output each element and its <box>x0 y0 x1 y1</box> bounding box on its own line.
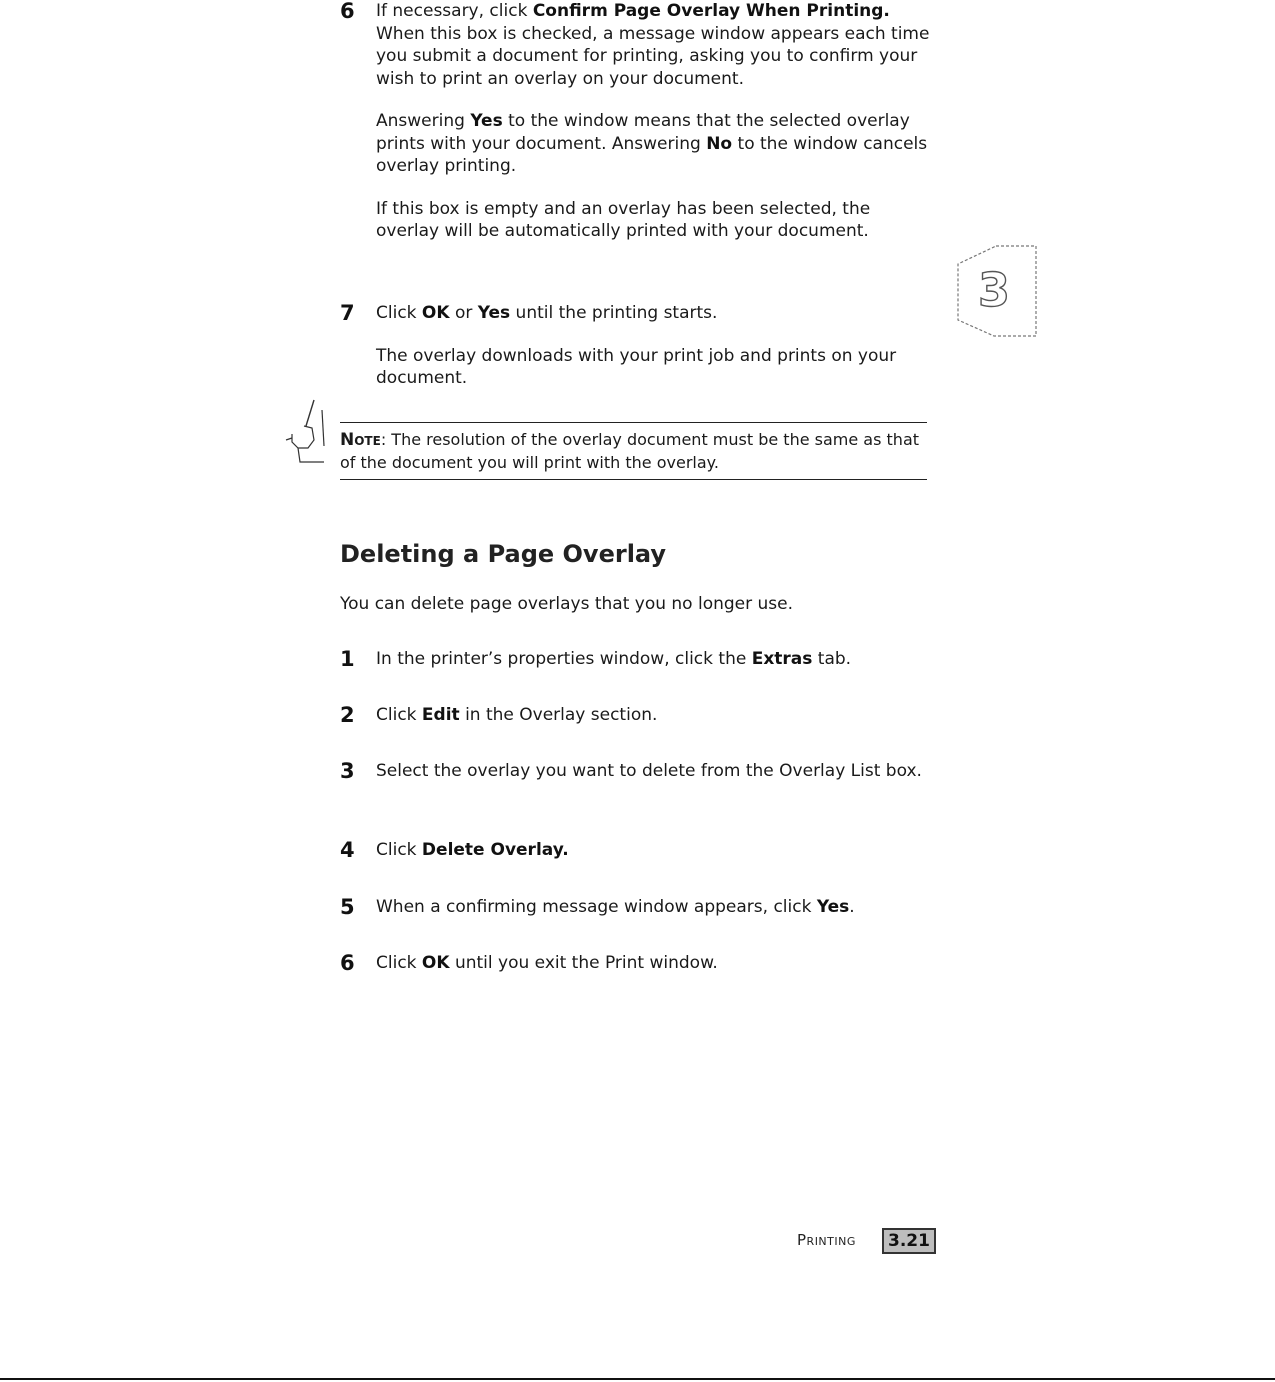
step-paragraph <box>376 704 936 727</box>
text: When a confirming message window appears, click <box>376 897 817 917</box>
no-label: No <box>706 133 733 154</box>
step-number: 7 <box>340 301 355 325</box>
step-number: 4 <box>340 838 355 862</box>
note-body: : The resolution of the overlay document must be the same as that of the document you will print with the overlay. <box>340 430 920 472</box>
step-body <box>376 0 936 263</box>
note-pencil-icon <box>284 396 336 466</box>
step-number: 6 <box>340 0 355 23</box>
step-body <box>376 760 936 803</box>
text: In the printer’s properties window, click the <box>376 649 752 669</box>
button-name: Edit <box>421 705 460 725</box>
ok-label: OK <box>421 303 450 323</box>
text: If necessary, click <box>376 1 533 21</box>
step-body <box>376 302 936 410</box>
text: or <box>449 303 478 323</box>
tab-name: Extras <box>751 649 813 669</box>
step-number: 1 <box>340 647 355 671</box>
chapter-number: 3 <box>977 263 1011 317</box>
note-label: Note <box>340 430 381 450</box>
text: Click <box>376 705 422 725</box>
text: Click <box>376 953 422 973</box>
text: tab. <box>812 649 852 669</box>
text: until you exit the Print window. <box>449 953 718 973</box>
step-number: 3 <box>340 759 355 783</box>
text: When this box is checked, a message window appears each time you submit a document for printing, asking you to confirm your wish to print an overlay on your document. <box>376 23 930 89</box>
chapter-tab-icon <box>954 244 1038 340</box>
yes-label: Yes <box>816 897 850 917</box>
bottom-rule <box>0 1378 1275 1380</box>
note-box <box>340 422 927 480</box>
step-paragraph <box>376 760 936 783</box>
section-heading: Deleting a Page Overlay <box>340 540 667 568</box>
step-number: 5 <box>340 895 355 919</box>
text: to the window means that the selected overlay prints with your document. Answering <box>376 111 910 154</box>
yes-label: Yes <box>477 303 511 323</box>
step-paragraph <box>376 110 936 178</box>
step-body <box>376 952 936 995</box>
step-body <box>376 839 936 882</box>
text: Click <box>376 840 422 860</box>
option-name: Confirm Page Overlay When Printing. <box>532 1 890 21</box>
step-body <box>376 704 936 747</box>
yes-label: Yes <box>470 111 503 131</box>
text: Answering <box>376 111 471 131</box>
step-paragraph <box>376 952 936 975</box>
text: Select the overlay you want to delete from the Overlay List box. <box>376 761 922 781</box>
step-paragraph <box>376 648 936 671</box>
step-body <box>376 896 936 939</box>
footer-section-label: Printing <box>797 1231 856 1249</box>
button-name: Delete Overlay. <box>421 840 569 860</box>
page-number-badge: 3.21 <box>882 1228 936 1254</box>
step-paragraph <box>376 839 936 862</box>
step-number: 6 <box>340 951 355 975</box>
ok-label: OK <box>421 953 450 973</box>
text: to the window cancels overlay printing. <box>376 133 928 176</box>
text: Click <box>376 303 422 323</box>
step-paragraph <box>376 302 936 325</box>
step-body <box>376 648 936 691</box>
text: until the printing starts. <box>510 303 718 323</box>
text: . <box>849 897 855 917</box>
step-paragraph: If this box is empty and an overlay has been selected, the overlay will be automatically printed with your document. <box>376 198 871 241</box>
step-number: 2 <box>340 703 355 727</box>
note-text <box>340 429 927 473</box>
step-paragraph <box>376 0 936 90</box>
step-paragraph <box>376 896 936 919</box>
step-paragraph: The overlay downloads with your print job and prints on your document. <box>376 345 897 388</box>
text: in the Overlay section. <box>459 705 658 725</box>
section-intro: You can delete page overlays that you no longer use. <box>340 594 794 614</box>
